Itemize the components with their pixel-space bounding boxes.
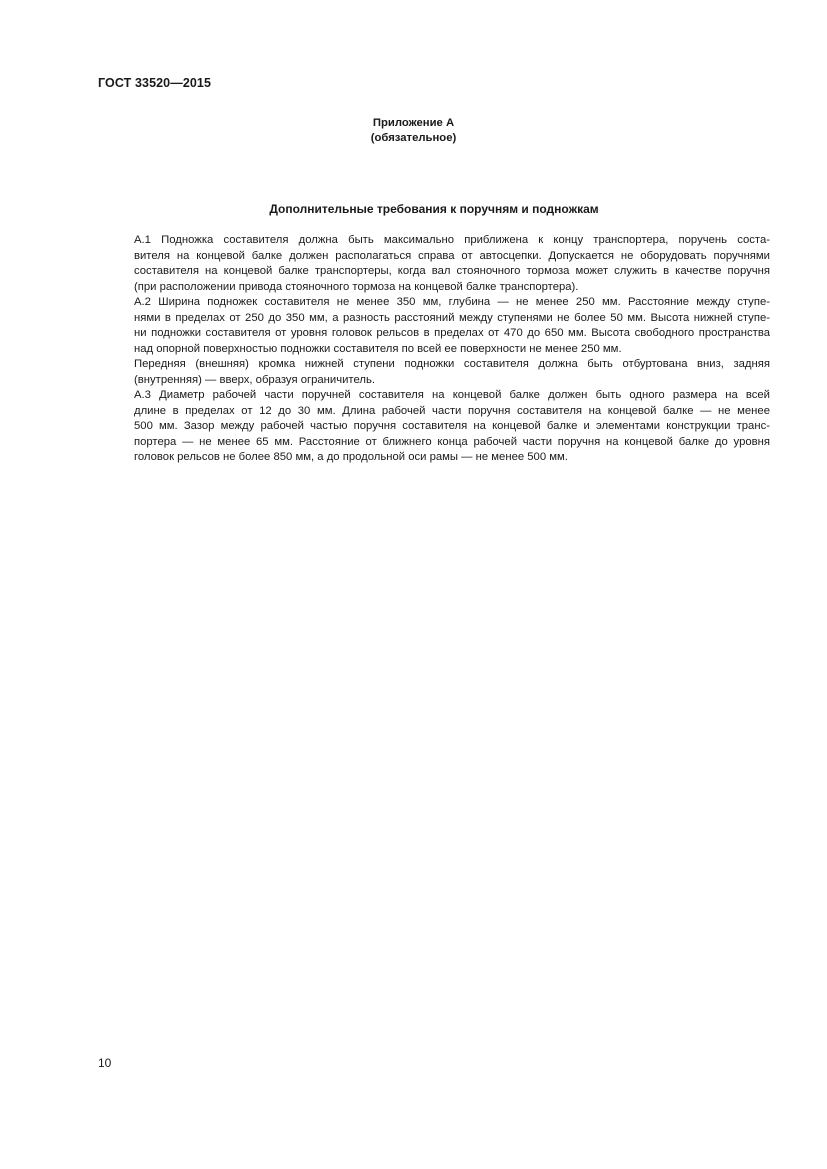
text-line: А.3 Диаметр рабочей части поручней составителя на концевой балке должен быть одного размера на всей xyxy=(134,389,770,401)
text-line: (внутренняя) — вверх, образуя ограничитель. xyxy=(134,373,375,386)
section-title: Дополнительные требования к поручням и подножкам xyxy=(269,202,599,216)
text-line: 500 мм. Зазор между рабочей частью поручня составителя на концевой балке и элементами конструкции транс- xyxy=(134,420,770,432)
text-line: Передняя (внешняя) кромка нижней ступени подножки составителя должна быть отбуртована вниз, задняя xyxy=(134,358,770,370)
document-number: ГОСТ 33520—2015 xyxy=(98,76,212,90)
text-line: ни подножки составителя от уровня головок рельсов в пределах от 470 до 650 мм. Высота свободного пространства xyxy=(134,327,770,339)
text-line: портера — не менее 65 мм. Расстояние от ближнего конца рабочей части поручня на концевой балке до уровня xyxy=(134,435,770,448)
page-number: 10 xyxy=(98,1056,112,1070)
text-line: над опорной поверхностью подножки составителя по всей ее поверхности не менее 250 мм. xyxy=(134,342,622,355)
text-line: головок рельсов не более 850 мм, а до продольной оси рамы — не менее 500 мм. xyxy=(134,451,568,463)
paragraph-a2-edge xyxy=(98,357,770,388)
text-line: нями в пределах от 250 до 350 мм, а разность расстояний между ступенями не более 50 мм. Высота нижней ступе- xyxy=(134,311,770,324)
appendix-status: (обязательное) xyxy=(370,132,457,144)
body-text xyxy=(98,233,770,466)
appendix-heading xyxy=(0,116,827,146)
appendix-title: Приложение А xyxy=(372,117,455,129)
text-line: А.2 Ширина подножек составителя не менее 350 мм, глубина — не менее 250 мм. Расстояние между ступе- xyxy=(134,296,770,308)
text-line: составителя на концевой балке транспортеры, когда вал стояночного тормоза может служить в качестве поручня xyxy=(134,265,770,277)
text-line: вителя на концевой балке должен располагаться справа от автосцепки. Допускается не оборудовать поручнями xyxy=(134,249,770,262)
paragraph-a2 xyxy=(98,295,770,357)
text-line: длине в пределах от 12 до 30 мм. Длина рабочей части поручня составителя на концевой балке — не менее xyxy=(134,404,770,417)
text-line: А.1 Подножка составителя должна быть максимально приближена к концу транспортера, поручень соста- xyxy=(134,234,770,246)
paragraph-a1 xyxy=(98,233,770,295)
text-line: (при расположении привода стояночного тормоза на концевой балке транспортера). xyxy=(134,280,579,293)
paragraph-a3 xyxy=(98,388,770,466)
